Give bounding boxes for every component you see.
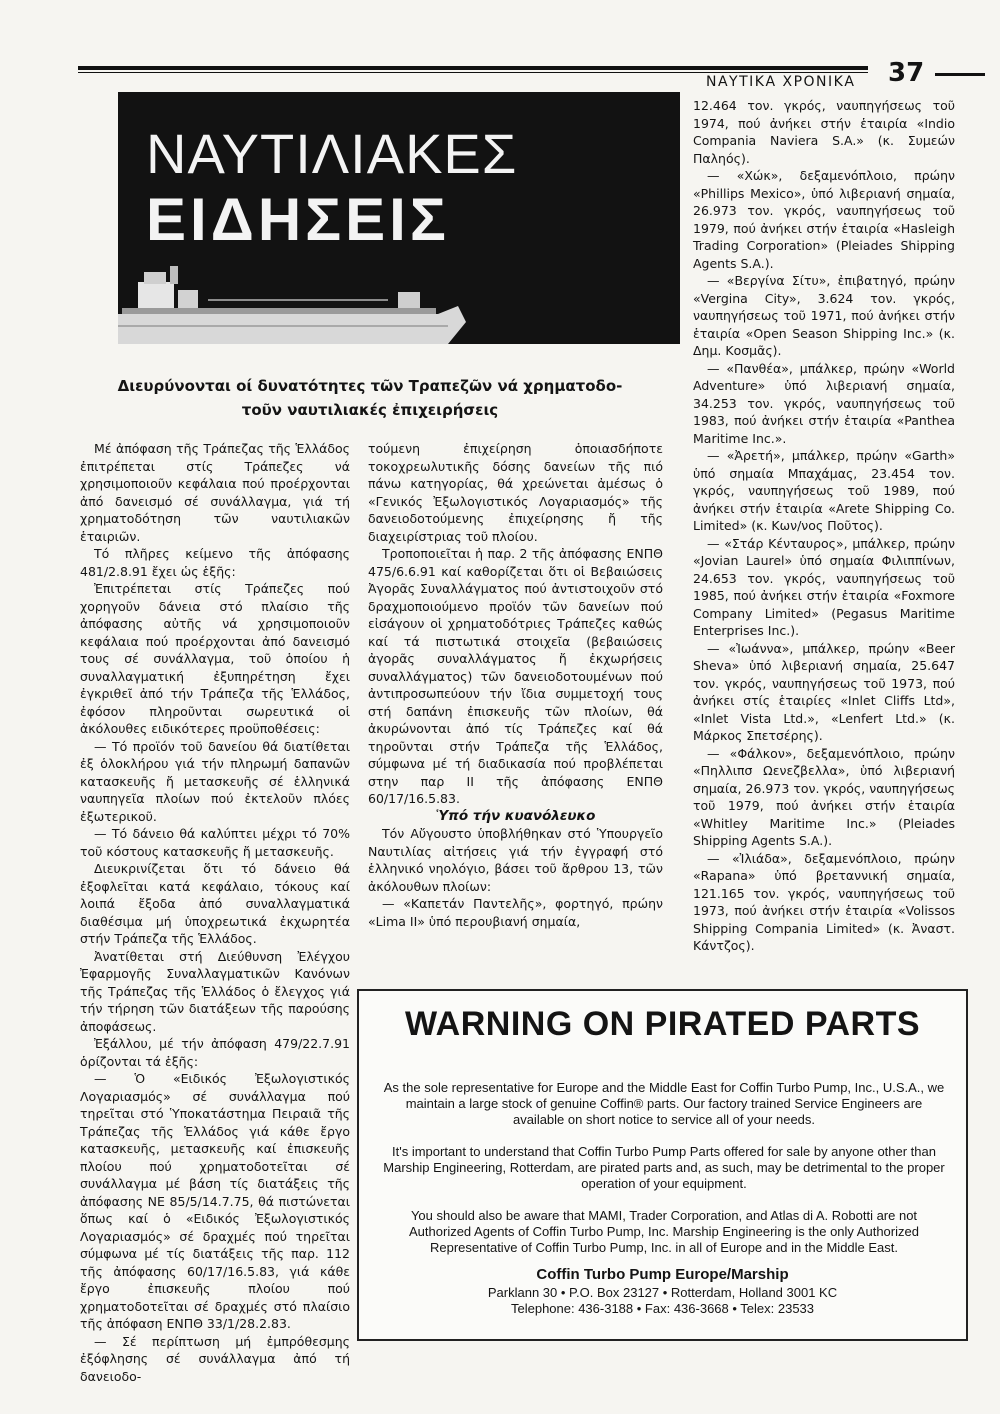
paragraph: Τόν Αὔγουστο ὑποβλήθηκαν στό Ὑπουργεῖο Ναυτιλίας αἰτήσεις γιά τήν ἐγγραφή στό ἑλληνικό νηολόγιο, βάσει τοῦ ἄρθρου 13, τῶν ἀκόλουθων πλοίων: bbox=[368, 826, 663, 894]
ad-contact-block bbox=[359, 1267, 966, 1317]
ship-illustration bbox=[118, 262, 680, 344]
article-column-2 bbox=[368, 440, 663, 930]
paragraph: Τροποποιεῖται ἡ παρ. 2 τῆς ἀπόφασης ΕΝΠΘ 475/6.6.91 καί καθορίζεται ὅτι οἱ Βεβαιώσεις Ἀγορᾶς Συναλλάγματος πού ἀντιστοιχοῦν στό δραχμοποιούμενο προϊόν τῶν δανείων πού εἰσάγουν οἱ χρηματοδότριες Τράπεζες καθώς καί τά πιστωτικά στοιχεῖα (βεβαιώσεις ἀγορᾶς συναλλάγματος ἤ ἐκχωρήσεις συναλλάγματος) τῶν δανειοδοτουμένων πού ἀντιπροσωπεύουν τήν ἴδια συμμετοχή τους στή δαπάνη ἐπισκευῆς τῶν πλοίων, θά ἀκυρώνονται ἀπό τίς Τράπεζες καί θά τηροῦνται στήν Τράπεζα τῆς Ἑλλάδος, σύμφωνα μέ τή διαδικασία πού προβλέπεται στην παρ ΙΙ τῆς ἀπόφασης ΕΝΠΘ 60/17/16.5.83. bbox=[368, 546, 663, 806]
headline-line2: τοῦν ναυτιλιακές ἐπιχειρήσεις bbox=[241, 401, 499, 419]
header-rule-thin bbox=[78, 72, 868, 73]
paragraph: — «Ἰλιάδα», δεξαμενόπλοιο, πρώην «Rapana» ὑπό βρεταννική σημαία, 121.165 τον. γκρός, ναυπηγήσεως τοῦ 1973, πού ἀνήκει στήν ἑταιρία «Volissos Shipping Compania Limited» (κ. Ἀναστ. Κάντζος). bbox=[693, 850, 955, 953]
ad-paragraph-2: It's important to understand that Coffin Turbo Pump Parts offered for sale by anyone other than Marship Engineering, Rotterdam, are pirated parts and, as such, may be detrimental to the proper operation of your equipment. bbox=[383, 1144, 945, 1191]
paragraph: — «Ἰωάννα», μπάλκερ, πρώην «Beer Sheva» ὑπό λιβεριανή σημαία, 25.647 τον. γκρός, ναυπηγήσεως τοῦ 1973, πού ἀνήκει στίς ἑταιρίες «Inlet Cliffs Ltd», «Inlet Vista Ltd.», «Lenfert Ltd.» (κ. Μάρκος Σπετσέρης). bbox=[693, 640, 955, 743]
ad-company: Coffin Turbo Pump Europe/Marship bbox=[536, 1266, 789, 1283]
paragraph: Διευκρινίζεται ὅτι τό δάνειο θά ἐξοφλεῖται κατά κεφάλαιο, τόκους καί λοιπά ἔξοδα ἀπό συναλλαγματικά διαθέσιμα μή ὑποχρεωτικά ἐκχωρητέα στήν Τράπεζα τῆς Ἑλλάδος. bbox=[80, 861, 350, 946]
paragraph: — «Καπετάν Παντελῆς», φορτηγό, πρώην «Lima II» ὑπό περουβιανή σημαία, bbox=[368, 896, 663, 929]
paragraph: — «Στάρ Κένταυρος», μπάλκερ, πρώην «Jovian Laurel» ὑπό σημαία Φιλιππίνων, 24.653 τον. γκρός, ναυπηγήσεως τοῦ 1985, πού ἀνήκει στήν ἑταιρία «Foxmore Company Limited» (Pegasus Maritime Enterprises Inc.). bbox=[693, 535, 955, 638]
article-column-3 bbox=[693, 97, 955, 955]
advertisement-box bbox=[357, 989, 968, 1341]
paragraph: — Τό προϊόν τοῦ δανείου θά διατίθεται ἐξ ὁλοκλήρου γιά τήν πληρωμή δαπανῶν κατασκευῆς ἤ μετασκευῆς σέ ἑλληνικά ναυπηγεῖα πλοίων πού ἐκτελοῦν πλόες ἐξωτερικοῦ. bbox=[80, 738, 350, 824]
paragraph: — Τό δάνειο θά καλύπτει μέχρι τό 70% τοῦ κόστους κατασκευῆς ἤ μετασκευῆς. bbox=[80, 826, 350, 859]
article-column-1 bbox=[80, 440, 350, 1385]
running-head: ΝΑΥΤΙΚΑ ΧΡΟΝΙΚΑ bbox=[706, 74, 856, 90]
article-headline bbox=[70, 374, 670, 422]
paragraph: Μέ ἀπόφαση τῆς Τράπεζας τῆς Ἑλλάδος ἐπιτρέπεται στίς Τράπεζες νά χρησιμοποιοῦν κεφάλαια πού προέρχονται ἀπό δανεισμό σέ συνάλλαγμα, γιά τή χρηματοδότηση τῶν ναυτιλιακῶν ἑταιριῶν. bbox=[80, 441, 350, 544]
paragraph: τούμενη ἐπιχείρηση ὁποιασδήποτε τοκοχρεωλυτικῆς δόσης δανείων τῆς πιό πάνω κατηγορίας, θά χρεώνεται ἀμέσως ὁ «Γενικός Ἐξωλογιστικός Λογαριασμός» τῆς δανειοδοτούμενης ἐπιχείρησης ἤ τῆς διαχειρίστριας τοῦ πλοίου. bbox=[368, 441, 663, 544]
page-number-rule bbox=[935, 73, 985, 76]
banner-title-line2: ΕΙΔΗΣΕΙΣ bbox=[146, 186, 450, 253]
ad-contact: Telephone: 436-3188 • Fax: 436-3668 • Telex: 23533 bbox=[510, 1301, 815, 1316]
subheading: Ὑπό τήν κυανόλευκο bbox=[435, 807, 596, 824]
paragraph: — «Φάλκον», δεξαμενόπλοιο, πρώην «Πηλλιπσ Ωενεζβελλα», ὑπό λιβεριανή σημαία, 26.973 τον. γκρός, ναυπηγήσεως τοῦ 1979, πού ἀνήκει στήν ἑταιρία «Whitley Maritime Inc.» (Pleiades Shipping Agents S.A.). bbox=[693, 745, 955, 848]
ad-paragraph-3: You should also be aware that MAMI, Trader Corporation, and Atlas di A. Robotti are not Authorized Agents of Coffin Turbo Pump, Inc. Marship Engineering is the only Authorized Representative of Coffin Turbo Pump, Inc. in all of Europe and in the Middle East. bbox=[409, 1208, 919, 1255]
paragraph: — «Χώκ», δεξαμενόπλοιο, πρώην «Phillips Mexico», ὑπό λιβεριανή σημαία, 26.973 τον. γκρός, ναυπηγήσεως τοῦ 1979, πού ἀνήκει στήν ἑταιρία «Hasleigh Trading Corporation» (Pleiades Shipping Agents S.A.). bbox=[693, 168, 955, 271]
paragraph: Ἐξάλλου, μέ τήν ἀπόφαση 479/22.7.91 ὁρίζονται τά ἑξῆς: bbox=[80, 1036, 350, 1069]
banner-title-line1: ΝΑΥΤΙΛΙΑΚΕΣ bbox=[146, 122, 518, 185]
paragraph: — «Βεργίνα Σίτυ», ἐπιβατηγό, πρώην «Vergina City», 3.624 τον. γκρός, ναυπηγήσεως τοῦ 1971, πού ἀνήκει στήν ἑταιρία «Open Season Shipping Inc.» (κ. Δημ. Κοσμᾶς). bbox=[693, 273, 955, 358]
paragraph: Ἐπιτρέπεται στίς Τράπεζες πού χορηγοῦν δάνεια στό πλαίσιο τῆς ἀπόφασης αὐτῆς νά χρησιμοποιοῦν κεφάλαια πού προέρχονται ἀπό δανεισμό τους σέ συνάλλαγμα, τοῦ ὁποίου ἡ συναλλαγματική ἐξυπηρέτηση ἔχει ἐγκριθεῖ ἀπό τήν Τράπεζα τῆς Ἑλλάδος, ἐφόσον πληροῦνται σωρευτικά οἱ ἀκόλουθες ειδικότερες προϋποθέσεις: bbox=[80, 581, 350, 736]
ad-paragraph-1: As the sole representative for Europe and the Middle East for Coffin Turbo Pump, Inc., U.S.A., we maintain a large stock of genuine Coffin® parts. Our factory trained Service Engineers are available on short notice to service all of your needs. bbox=[383, 1080, 945, 1127]
paragraph: — Ὁ «Ειδικός Ἐξωλογιστικός Λογαριασμός» σέ συνάλλαγμα πού τηρεῖται στό Ὑποκατάστημα Πειραιᾶ τῆς Τράπεζας τῆς Ἑλλάδος γιά κάθε ἔργο κατασκευῆς, μετασκευῆς καί ἐπισκευῆς πλοίου πού χρηματοδοτεῖται σέ συνάλλαγμα μέ βάση τίς διατάξεις τῆς ἀπόφασης ΝΕ 85/5/14.7.75, θά πιστώνεται ὅπως καί ὁ «Ειδικός Ἐξωλογιστικός Λογαριασμός» σέ δραχμές πού τηρεῖται σύμφωνα μέ τίς διατάξεις τῆς παρ. 112 τῆς ἀπόφασης 60/17/16.5.83, γιά κάθε ἔργο ἐπισκευῆς πλοίου πού χρηματοδοτεῖται σέ δραχμές στό πλαίσιο τῆς ἀπόφαση ΕΝΠΘ 33/1/28.2.83. bbox=[80, 1071, 350, 1331]
header-rule bbox=[78, 66, 868, 70]
ad-title: WARNING ON PIRATED PARTS bbox=[404, 1005, 921, 1043]
ad-address: Parklann 30 • P.O. Box 23127 • Rotterdam, Holland 3001 KC bbox=[487, 1285, 838, 1300]
paragraph: — «Ἀρετή», μπάλκερ, πρώην «Garth» ὑπό σημαία Μπαχάμας, 23.454 τον. γκρός, ναυπηγήσεως τοῦ 1989, πού ἀνήκει στήν ἑταιρία «Arete Shipping Co. Limited» (κ. Κων/νος Ποῦτος). bbox=[693, 448, 955, 533]
page-number: 37 bbox=[888, 58, 925, 88]
headline-line1: Διευρύνονται οί δυνατότητες τῶν Τραπεζῶν νά χρηματοδο- bbox=[117, 377, 623, 395]
paragraph: 12.464 τον. γκρός, ναυπηγήσεως τοῦ 1974, πού ἀνήκει στήν ἑταιρία «Indio Compania Naviera S.A.» (κ. Συμεών Παληός). bbox=[693, 98, 955, 166]
paragraph: — «Πανθέα», μπάλκερ, πρώην «World Adventure» ὑπό λιβεριανή σημαία, 34.253 τον. γκρός, ναυπηγήσεως τοῦ 1983, πού ἀνήκει στήν ἑταιρία «Panthea Maritime Inc.». bbox=[693, 360, 955, 446]
paragraph: Τό πλῆρες κείμενο τῆς ἀπόφασης 481/2.8.91 ἔχει ὡς ἑξῆς: bbox=[80, 546, 350, 579]
paragraph: Ἀνατίθεται στή Διεύθυνση Ἐλέγχου Ἐφαρμογῆς Συναλλαγματικῶν Κανόνων τῆς Τράπεζας τῆς Ἑλλάδος ὁ ἔλεγχος γιά τήν τήρηση τῶν διατάξεων τῆς παρούσης ἀποφάσεως. bbox=[80, 948, 350, 1034]
paragraph: — Σέ περίπτωση μή ἐμπρόθεσμης ἐξόφλησης σέ συνάλλαγμα ἀπό τή δανειοδο- bbox=[80, 1333, 350, 1384]
section-banner bbox=[118, 92, 680, 344]
